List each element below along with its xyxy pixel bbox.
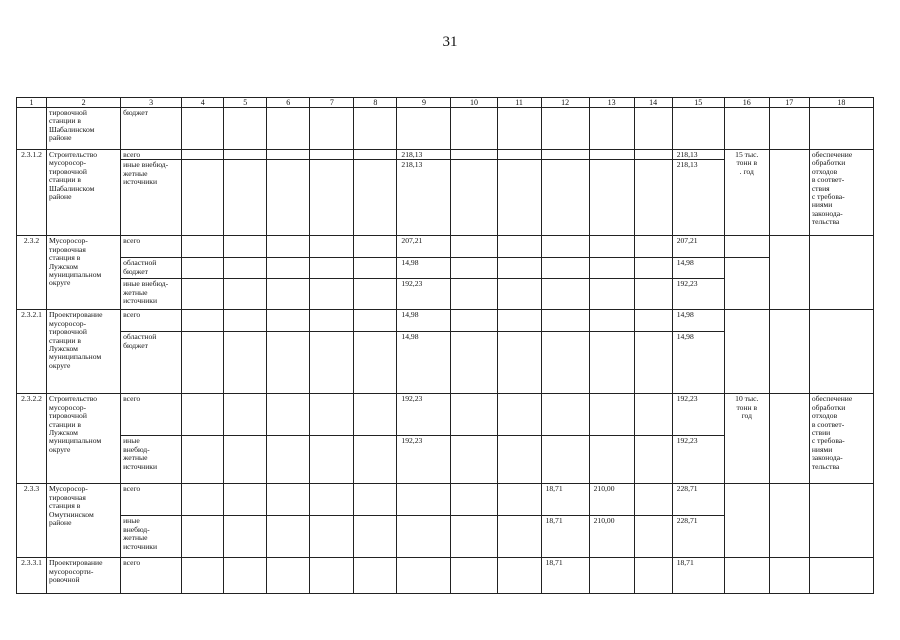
table-cell: тировочной станции в Шабалинском районе — [47, 108, 121, 150]
item-name: Мусоросор- тировочная станция в Омутнинском районе — [47, 484, 121, 558]
header-cell: 15 — [672, 98, 724, 108]
value-cell: 18,71 — [541, 484, 589, 516]
value-cell: 228,71 — [672, 484, 724, 516]
capacity-cell: 15 тыс. тонн в . год — [724, 150, 769, 236]
table-cell — [17, 108, 47, 150]
value-cell: 192,23 — [397, 279, 451, 310]
header-cell: 6 — [267, 98, 310, 108]
value-cell: 18,71 — [541, 516, 589, 558]
item-name: Проектирование мусоросорти- ровочной — [47, 558, 121, 594]
table-row — [17, 558, 874, 594]
item-number: 2.3.2 — [17, 236, 47, 310]
header-cell: 13 — [589, 98, 634, 108]
item-name: Мусоросор- тировочная станция в Лужском муниципальном округе — [47, 236, 121, 310]
table-row — [17, 108, 874, 150]
table-row — [17, 484, 874, 516]
source-cell: иные внебюд- жетные источники — [121, 516, 182, 558]
item-name: Проектирование мусоросор- тировочной станции в Лужском муниципальном округе — [47, 310, 121, 394]
budget-table — [16, 97, 874, 594]
source-cell: всего — [121, 484, 182, 516]
header-cell: 5 — [224, 98, 267, 108]
value-cell: 14,98 — [397, 332, 451, 394]
header-cell: 18 — [809, 98, 873, 108]
value-cell: 192,23 — [672, 279, 724, 310]
item-number: 2.3.2.2 — [17, 394, 47, 484]
source-cell: иные внебюд- жетные источники — [121, 436, 182, 484]
header-cell: 14 — [634, 98, 672, 108]
item-number: 2.3.1.2 — [17, 150, 47, 236]
header-cell: 3 — [121, 98, 182, 108]
value-cell: 218,13 — [397, 150, 451, 160]
table-row — [17, 236, 874, 258]
header-cell: 9 — [397, 98, 451, 108]
value-cell: 14,98 — [672, 332, 724, 394]
table-row — [17, 258, 874, 279]
source-cell: всего — [121, 310, 182, 332]
header-cell: 8 — [354, 98, 397, 108]
header-cell: 4 — [182, 98, 224, 108]
source-cell: всего — [121, 150, 182, 160]
result-cell: обеспечение обработки отходов в соответ- ствия с требова- ниями законода- тельства — [809, 150, 873, 236]
value-cell: 192,23 — [397, 436, 451, 484]
header-cell: 2 — [47, 98, 121, 108]
header-cell: 10 — [451, 98, 497, 108]
item-number: 2.3.3 — [17, 484, 47, 558]
value-cell: 192,23 — [672, 394, 724, 436]
header-cell: 1 — [17, 98, 47, 108]
header-row — [17, 98, 874, 108]
value-cell: 14,98 — [672, 310, 724, 332]
source-cell: всего — [121, 394, 182, 436]
source-cell: областной бюджет — [121, 332, 182, 394]
header-cell: 16 — [724, 98, 769, 108]
value-cell: 218,13 — [672, 160, 724, 236]
value-cell: 228,71 — [672, 516, 724, 558]
value-cell: 218,13 — [397, 160, 451, 236]
value-cell: 210,00 — [589, 484, 634, 516]
source-cell: областной бюджет — [121, 258, 182, 279]
value-cell: 218,13 — [672, 150, 724, 160]
item-name: Строительство мусоросор- тировочной станции в Шабалинском районе — [47, 150, 121, 236]
value-cell: 18,71 — [672, 558, 724, 594]
table-row — [17, 394, 874, 436]
source-cell: всего — [121, 558, 182, 594]
capacity-cell: 10 тыс. тонн в год — [724, 394, 769, 484]
page-number: 31 — [442, 34, 458, 50]
source-cell: всего — [121, 236, 182, 258]
source-cell: иные внебюд- жетные источники — [121, 160, 182, 236]
source-cell: иные внебюд- жетные источники — [121, 279, 182, 310]
value-cell: 207,21 — [672, 236, 724, 258]
value-cell: 207,21 — [397, 236, 451, 258]
value-cell: 14,98 — [397, 310, 451, 332]
header-cell: 11 — [497, 98, 541, 108]
value-cell: 18,71 — [541, 558, 589, 594]
value-cell: 210,00 — [589, 516, 634, 558]
result-cell: обеспечение обработки отходов в соответ- ствии с требова- ниями законода- тельства — [809, 394, 873, 484]
table-cell: бюджет — [121, 108, 182, 150]
table-row — [17, 310, 874, 332]
item-number: 2.3.2.1 — [17, 310, 47, 394]
value-cell: 192,23 — [672, 436, 724, 484]
item-number: 2.3.3.1 — [17, 558, 47, 594]
item-name: Строительство мусоросор- тировочной станции в Лужском муниципальном округе — [47, 394, 121, 484]
table-row — [17, 150, 874, 160]
value-cell: 14,98 — [397, 258, 451, 279]
value-cell: 192,23 — [397, 394, 451, 436]
header-cell: 17 — [769, 98, 809, 108]
header-cell: 7 — [310, 98, 354, 108]
value-cell: 14,98 — [672, 258, 724, 279]
header-cell: 12 — [541, 98, 589, 108]
